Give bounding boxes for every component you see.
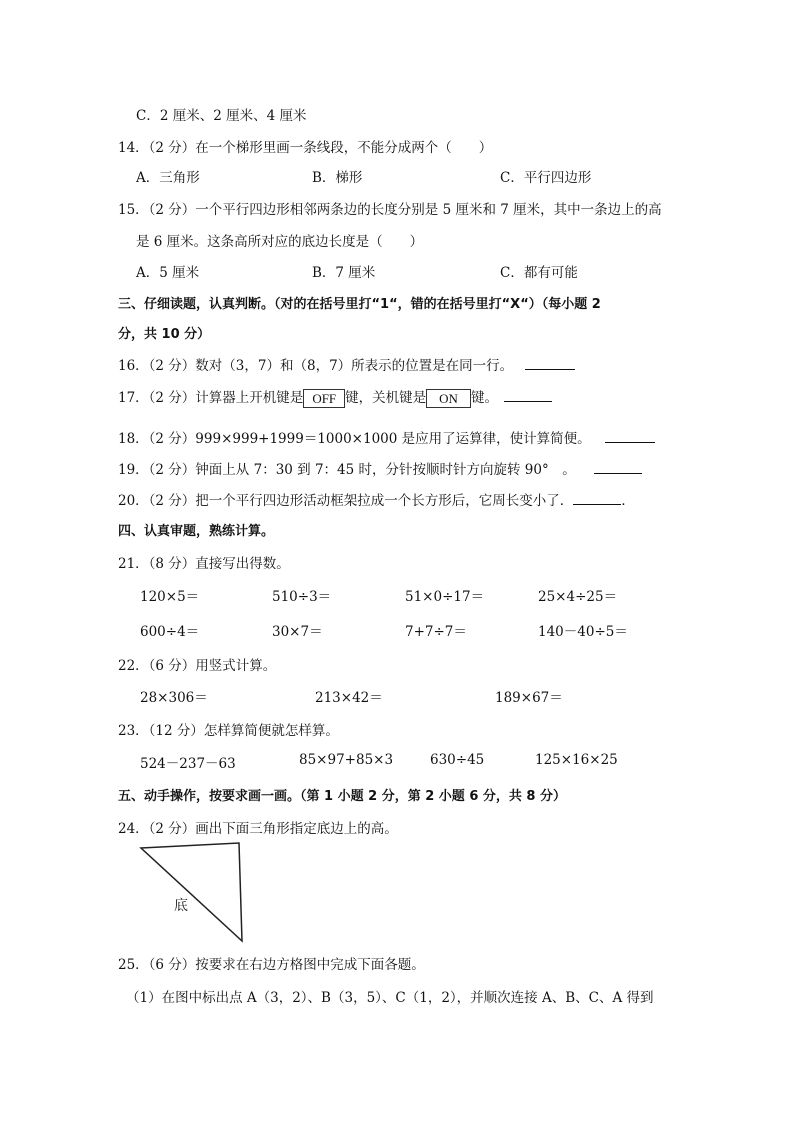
q14-option-b: B．梯形 xyxy=(312,170,363,186)
q16-text: 16．（2 分）数对（3，7）和（8，7）所表示的位置是在同一行。 xyxy=(118,358,514,374)
q23-item: 524－237－63 xyxy=(140,756,236,772)
q15-option-c: C．都有可能 xyxy=(500,265,578,281)
q14-stem: 14．（2 分）在一个梯形里画一条线段，不能分成两个（ ） xyxy=(118,140,493,156)
q21-item: 140－40÷5＝ xyxy=(538,624,628,640)
q15-stem-line2: 是 6 厘米。这条高所对应的底边长度是（ ） xyxy=(136,234,424,250)
q23-item: 630÷45 xyxy=(430,752,485,768)
q20-row xyxy=(118,489,635,509)
q22-item: 213×42＝ xyxy=(315,690,383,706)
q21-item: 7+7÷7＝ xyxy=(405,624,467,640)
q14-option-c: C．平行四边形 xyxy=(500,170,592,186)
q18-answer-blank[interactable] xyxy=(605,428,655,443)
triangle-shape xyxy=(141,843,242,941)
q19-answer-blank[interactable] xyxy=(594,459,642,474)
q24-triangle-figure xyxy=(136,840,248,944)
q25-stem: 25．（6 分）按要求在右边方格图中完成下面各题。 xyxy=(118,957,425,973)
q13-option-c: C．2 厘米、2 厘米、4 厘米 xyxy=(136,108,307,124)
key-off: OFF xyxy=(303,389,345,408)
q17-text-pre: 17．（2 分）计算器上开机键是 xyxy=(118,390,304,406)
q21-item: 510÷3＝ xyxy=(272,589,332,605)
q18-text: 18．（2 分）999×999+1999＝1000×1000 是应用了运算律，使计算简便。 xyxy=(118,431,591,447)
q23-item: 85×97+85×3 xyxy=(299,752,394,768)
q14-option-a: A．三角形 xyxy=(136,170,200,186)
q20-end: ． xyxy=(621,493,635,509)
q20-answer-blank[interactable] xyxy=(573,490,621,505)
q17-answer-blank[interactable] xyxy=(504,387,552,402)
q17-text-post: 键。 xyxy=(470,390,498,406)
q22-stem: 22．（6 分）用竖式计算。 xyxy=(118,658,277,674)
q23-item: 125×16×25 xyxy=(535,752,618,768)
q24-stem: 24．（2 分）画出下面三角形指定底边上的高。 xyxy=(118,821,398,837)
q23-stem: 23．（12 分）怎样算简便就怎样算。 xyxy=(118,723,339,739)
q21-stem: 21．（8 分）直接写出得数。 xyxy=(118,556,290,572)
q21-item: 25×4÷25＝ xyxy=(538,589,618,605)
q20-text: 20．（2 分）把一个平行四边形活动框架拉成一个长方形后，它周长变小了． xyxy=(118,493,574,509)
q16-answer-blank[interactable] xyxy=(525,355,575,370)
q21-item: 30×7＝ xyxy=(272,624,323,640)
q15-stem-line1: 15．（2 分）一个平行四边形相邻两条边的长度分别是 5 厘米和 7 厘米，其中一条边上的高 xyxy=(118,202,662,218)
base-label: 底 xyxy=(174,898,188,914)
section3-title-line2: 分，共 10 分） xyxy=(118,327,211,342)
q18-row xyxy=(118,427,655,447)
q15-option-b: B．7 厘米 xyxy=(312,265,376,281)
section5-title: 五、动手操作，按要求画一画。（第 1 小题 2 分，第 2 小题 6 分，共 8 分） xyxy=(118,789,566,804)
q19-text: 19．（2 分）钟面上从 7：30 到 7：45 时，分针按顺时针方向旋转 90° 。 xyxy=(118,462,576,478)
section3-title-line1: 三、仔细读题，认真判断。（对的在括号里打“1“，错的在括号里打“X“）（每小题 2 xyxy=(118,297,601,312)
q21-item: 51×0÷17＝ xyxy=(405,589,485,605)
q15-option-a: A．5 厘米 xyxy=(136,265,200,281)
key-on: ON xyxy=(426,389,471,408)
q19-row xyxy=(118,458,642,478)
q16-row xyxy=(118,354,575,374)
q25-sub1: （1）在图中标出点 A（3，2）、B（3，5）、C（1，2），并顺次连接 A、B、C、A 得到 xyxy=(126,990,654,1006)
q21-item: 600÷4＝ xyxy=(140,624,200,640)
q17-row xyxy=(118,386,552,408)
q17-text-mid: 键，关机键是 xyxy=(345,390,427,406)
q21-item: 120×5＝ xyxy=(140,589,200,605)
q22-item: 28×306＝ xyxy=(140,690,208,706)
section4-title: 四、认真审题，熟练计算。 xyxy=(118,524,275,539)
q22-item: 189×67＝ xyxy=(495,690,563,706)
